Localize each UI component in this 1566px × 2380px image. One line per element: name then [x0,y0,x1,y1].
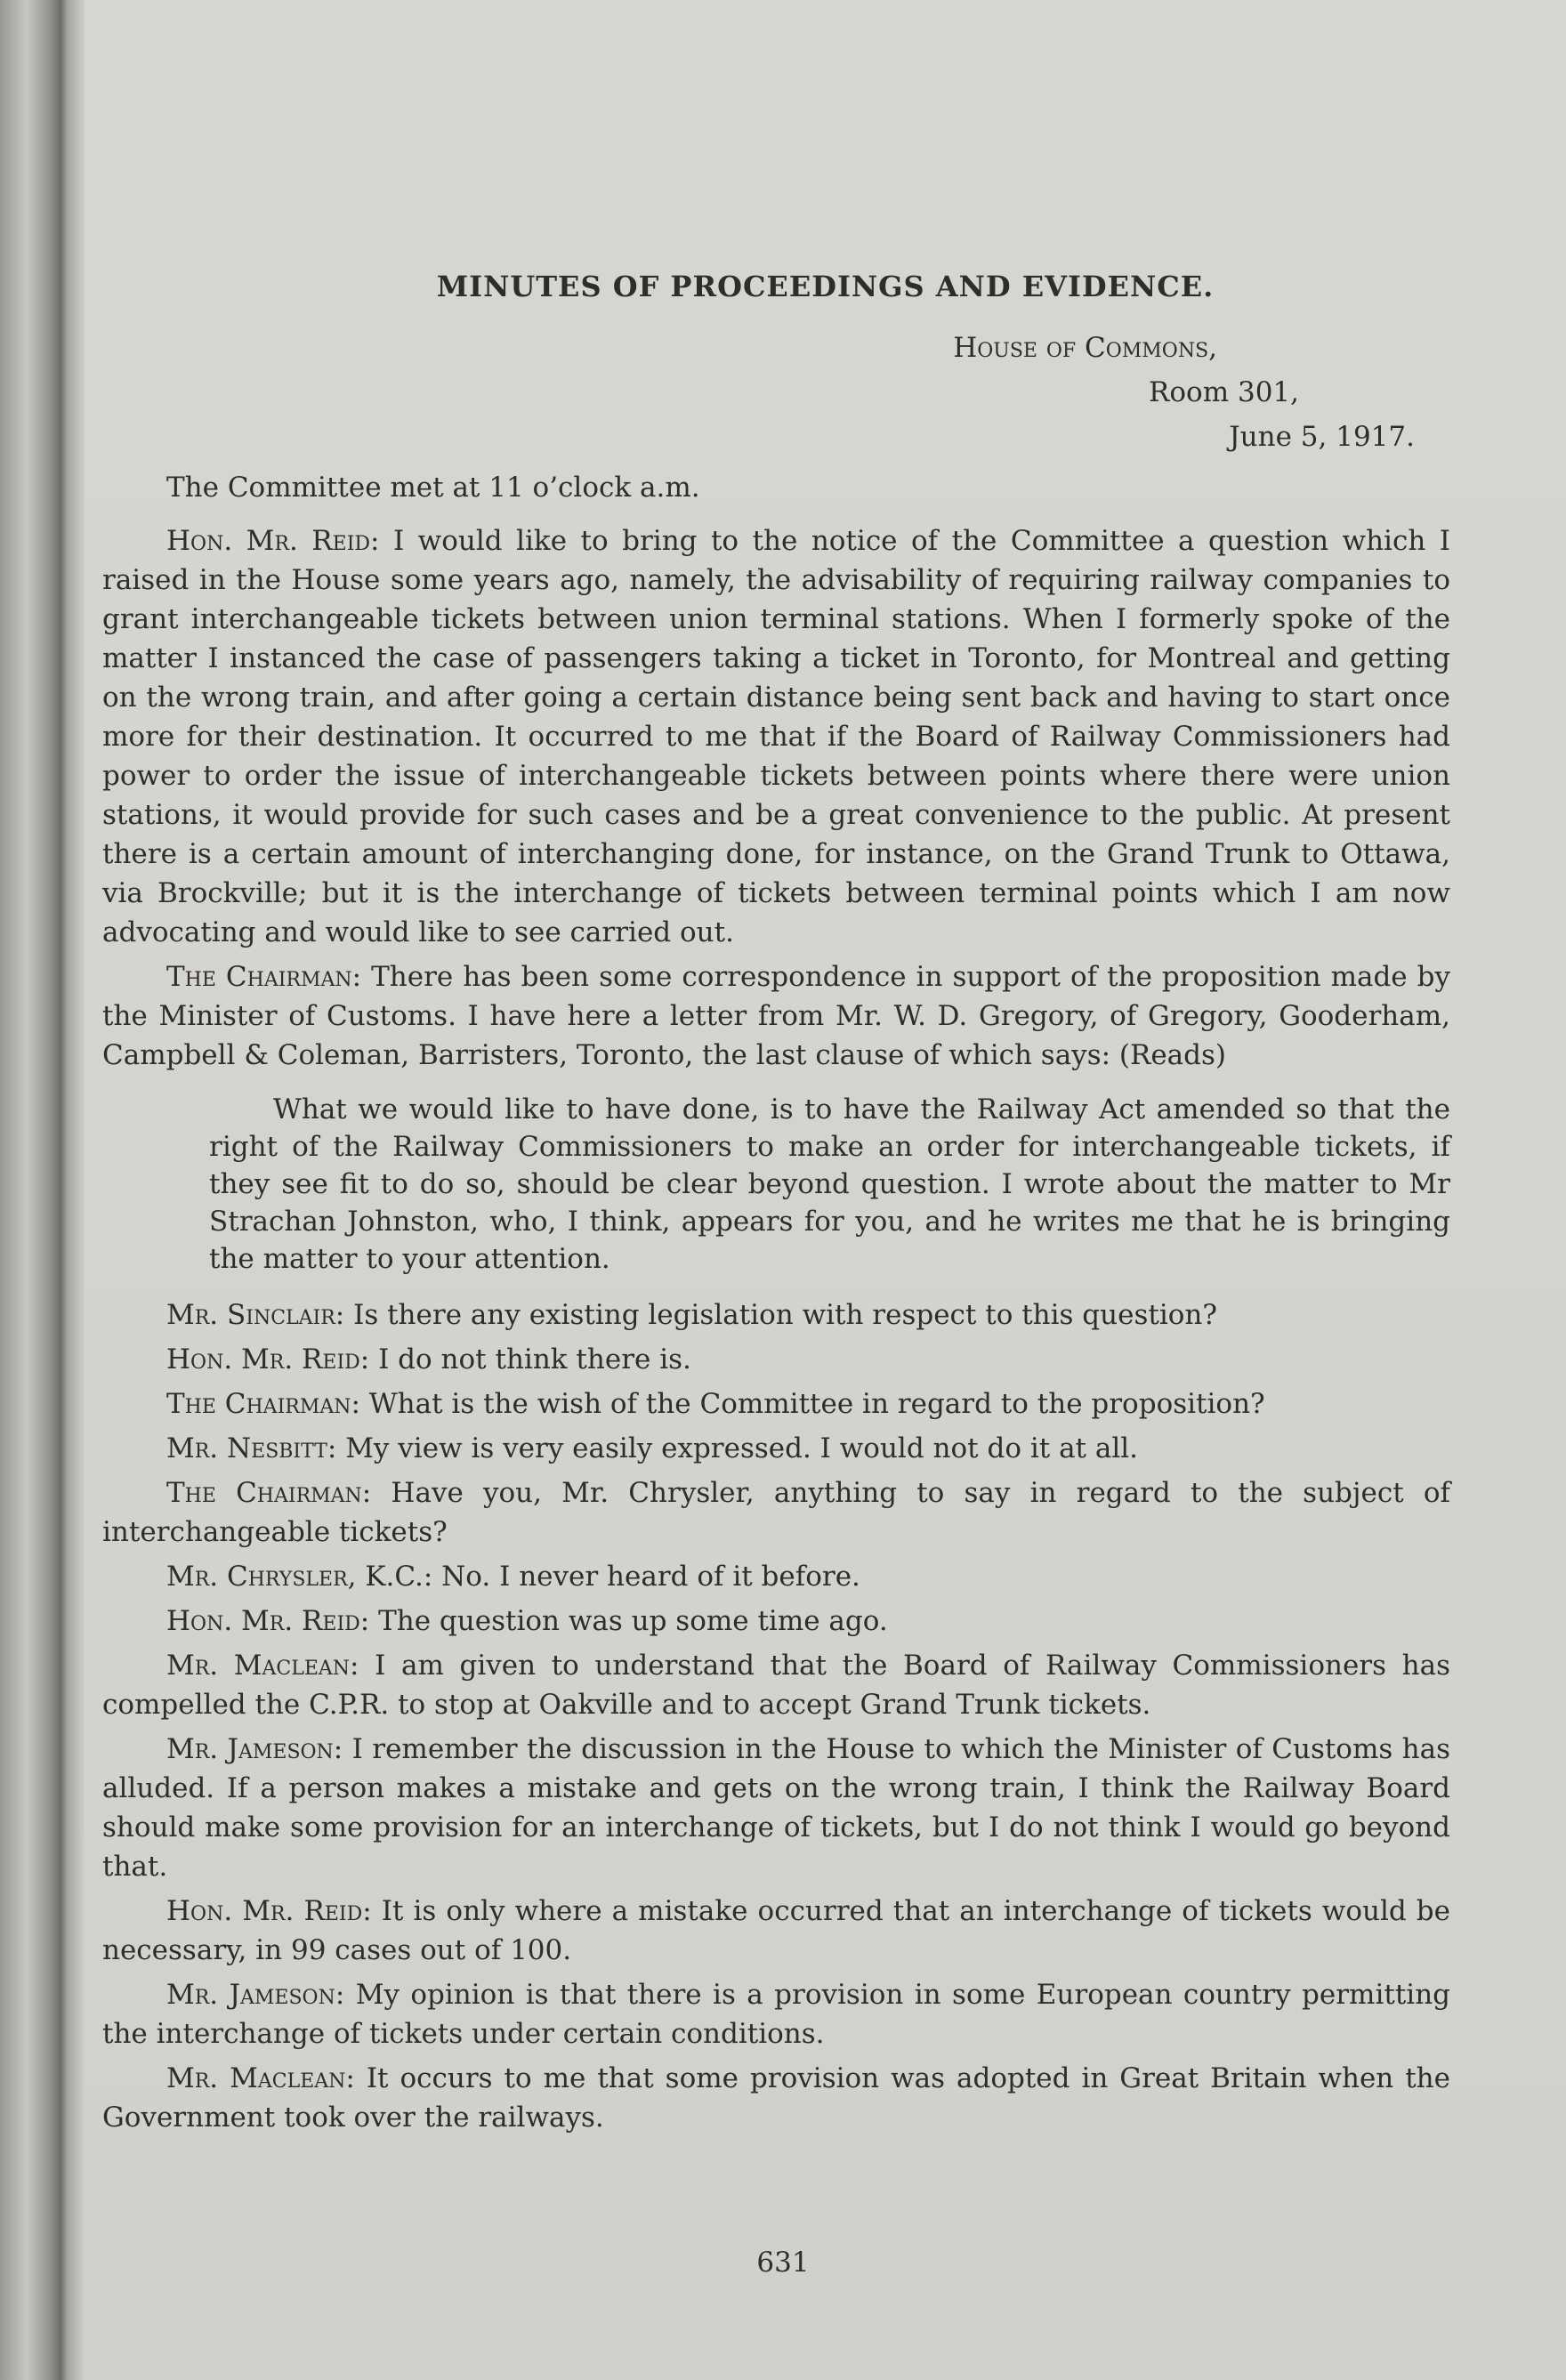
statement-text: I am given to understand that the Board of Railway Commissioners has compelled the C.P.R. to stop at Oakville and to accept Grand Trunk tickets. [102,1650,1450,1721]
statement-text: No. I never heard of it before. [441,1561,860,1593]
page-title: MINUTES OF PROCEEDINGS AND EVIDENCE. [436,270,1215,303]
speaker-name: Mr. Maclean: [166,2062,355,2094]
meeting-date: June 5, 1917. [1229,421,1415,453]
statement-paragraph [102,1601,1450,1641]
statement-paragraph [102,2059,1450,2137]
speaker-name: Hon. Mr. Reid: [166,1895,372,1927]
page-number: 631 [756,2247,810,2279]
speaker-name: Mr. Nesbitt: [166,1432,337,1464]
statement-paragraph [102,1429,1450,1468]
statement-text: Have you, Mr. Chrysler, anything to say in regard to the subject of interchangeable tickets? [102,1477,1450,1548]
speaker-name: The Chairman: [166,1477,372,1509]
statement-paragraph [102,1646,1450,1724]
statement-text: My view is very easily expressed. I would not do it at all. [345,1432,1139,1464]
statement-text: What is the wish of the Committee in regard to the proposition? [368,1388,1265,1420]
statement-paragraph [102,957,1450,1075]
speaker-name: The Chairman: [166,961,362,993]
speaker-name: Hon. Mr. Reid: [166,525,380,557]
statement-text: The question was up some time ago. [378,1605,888,1637]
statement-paragraph [102,1340,1450,1379]
statement-text: My opinion is that there is a provision in some European country permitting the interchange of tickets under certain conditions. [102,1979,1451,2050]
statement-paragraph [102,1557,1450,1596]
meeting-time: The Committee met at 11 o’clock a.m. [166,472,700,504]
statement-text: I remember the discussion in the House to which the Minister of Customs has alluded. If a person makes a mistake and gets on the wrong train, I think the Railway Board should make some provision for an interchange of tickets, but I do not think I would go beyond that. [102,1733,1451,1883]
statement-paragraph [102,1975,1450,2053]
place-house: House of Commons, [953,332,1217,364]
statement-paragraph [102,1384,1450,1424]
speaker-name: Mr. Jameson: [166,1979,345,2011]
statement-text: I would like to bring to the notice of the Committee a question which I raised in the House some years ago, namely, the advisability of requiring railway companies to grant interchangeable tickets between union terminal stations. When I formerly spoke of the matter I instanced the case of passengers taking a ticket in Toronto, for Montreal and getting on the wrong train, and after going a certain distance being sent back and having to start once more for their destination. It occurred to me that if the Board of Railway Commissioners had power to order the issue of interchangeable tickets between points where there were union stations, it would provide for such cases and be a great convenience to the public. At present there is a certain amount of interchanging done, for instance, on the Grand Trunk to Ottawa, via Brockville; but it is the interchange of tickets between terminal points which I am now advocating and would like to see carried out. [102,525,1451,948]
place-date-block [102,326,1450,459]
book-binding-edge [0,0,85,2380]
statement-paragraph [102,1473,1450,1552]
speaker-name: Mr. Chrysler, K.C.: [166,1561,433,1593]
statement-text: Is there any existing legislation with respect to this question? [353,1299,1217,1331]
statement-paragraph [102,1730,1450,1886]
statement-paragraph [102,1892,1450,1970]
speaker-name: Mr. Jameson: [166,1733,343,1765]
statement-paragraph [102,521,1450,952]
statement-paragraph [102,1295,1450,1335]
page-body [102,267,1450,2142]
letter-quote: What we would like to have done, is to have the Railway Act amended so that the right of the Railway Commissioners to make an order for interchangeable tickets, if they see fit to do so, should be clear beyond question. I wrote about the matter to Mr Strachan Johnston, who, I think, appears for you, and he writes me that he is bringing the matter to your attention. [209,1093,1450,1275]
speaker-name: The Chairman: [166,1388,360,1420]
statement-text: It occurs to me that some provision was adopted in Great Britain when the Government took over the railways. [102,2062,1450,2134]
statement-text: It is only where a mistake occurred that an interchange of tickets would be necessary, in 99 cases out of 100. [102,1895,1450,1966]
statement-text: There has been some correspondence in support of the proposition made by the Minister of Customs. I have here a letter from Mr. W. D. Gregory, of Gregory, Gooderham, Campbell & Coleman, Barristers, Toronto, the last clause of which says: (Reads) [102,961,1450,1071]
speaker-name: Mr. Sinclair: [166,1299,345,1331]
speaker-name: Mr. Maclean: [166,1650,359,1682]
place-room: Room 301, [1149,376,1299,408]
speaker-name: Hon. Mr. Reid: [166,1343,370,1376]
statement-text: I do not think there is. [378,1343,691,1376]
speaker-name: Hon. Mr. Reid: [166,1605,370,1637]
